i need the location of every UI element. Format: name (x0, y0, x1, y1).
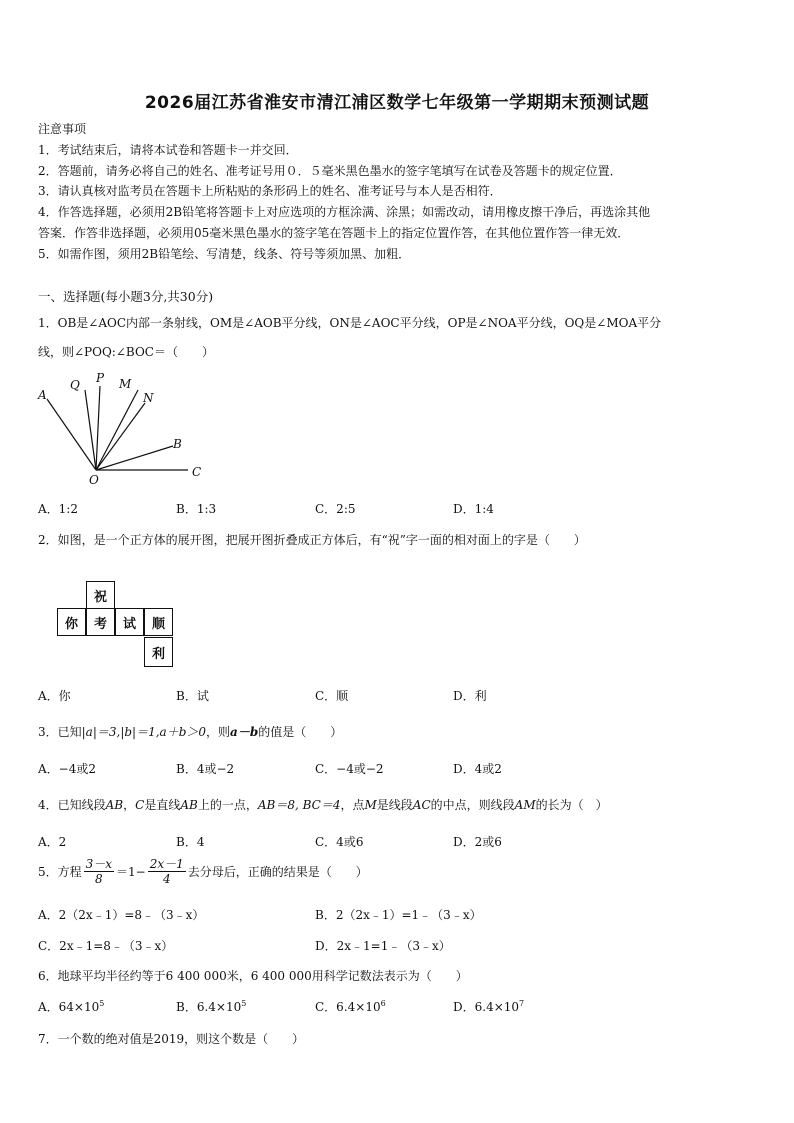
note-item: 2．答题前，请务必将自己的姓名、准考证号用０．５毫米黑色墨水的签字笔填写在试卷及答题卡的规定位置． (38, 164, 622, 178)
q1-option-b[interactable]: B．1:3 (176, 502, 217, 516)
q5-frac2-num: 2x－1 (149, 857, 184, 871)
q4-text: 是直线 (144, 798, 181, 812)
q6-option-d[interactable] (453, 998, 524, 1015)
ray-OP (96, 386, 100, 470)
q6-option-a-base: A．64×10 (38, 1000, 100, 1014)
ray-ON (96, 403, 145, 470)
q5-frac2-den: 4 (162, 872, 171, 886)
q5-option-b[interactable]: B．2（2x﹣1）=1﹣（3﹣x） (315, 908, 482, 922)
note-item: 1．考试结束后，请将本试卷和答题卡一并交回． (38, 143, 298, 157)
q6-option-a[interactable] (38, 998, 104, 1015)
label-B: B (173, 437, 182, 451)
label-N: N (143, 391, 154, 405)
q6-option-b-exp: 5 (241, 999, 247, 1008)
q6-option-b[interactable] (176, 998, 246, 1015)
q3-suffix: 的值是（ ） (258, 725, 343, 739)
q5-fraction-1 (84, 857, 114, 886)
q6-option-a-exp: 5 (99, 999, 105, 1008)
q4-text: 上的一点， (197, 798, 258, 812)
q3-option-c[interactable]: C．−4或−2 (315, 762, 384, 776)
q6-option-c-base: C．6.4×10 (315, 1000, 381, 1014)
q3-condition: |a|＝3,|b|＝1,a＋b＞0 (81, 725, 207, 739)
question-3 (38, 723, 342, 740)
q3-option-d[interactable]: D．4或2 (453, 762, 502, 776)
q6-option-c-exp: 6 (380, 999, 386, 1008)
note-item: 3．请认真核对监考员在答题卡上所粘贴的条形码上的姓名、准考证号与本人是否相符． (38, 184, 502, 198)
net-face: 试 (115, 608, 144, 636)
q4-option-b[interactable]: B．4 (176, 835, 205, 849)
net-face: 你 (57, 608, 86, 636)
q1-option-a[interactable]: A．1:2 (38, 502, 78, 516)
q4-var: C (135, 798, 145, 812)
question-7: 7．一个数的绝对值是2019，则这个数是（ ） (38, 1032, 305, 1046)
q4-var: AB＝8, BC＝4 (257, 798, 341, 812)
label-M: M (119, 377, 132, 391)
q3-option-a[interactable]: A．−4或2 (38, 762, 96, 776)
q4-text: ， (123, 798, 136, 812)
q6-option-b-base: B．6.4×10 (176, 1000, 242, 1014)
ray-OA (47, 399, 96, 470)
q2-option-c[interactable]: C．顺 (315, 689, 349, 703)
q2-option-a[interactable]: A．你 (38, 689, 71, 703)
q4-var: AB (180, 798, 198, 812)
q4-text: 的中点，则线段 (430, 798, 515, 812)
q2-option-d[interactable]: D．利 (453, 689, 487, 703)
net-face: 顺 (144, 608, 173, 636)
q4-text: 4．已知线段 (38, 798, 106, 812)
net-face: 祝 (86, 581, 115, 609)
q3-target: a－b (230, 725, 259, 739)
note-item: 5．如需作图，须用2B铅笔绘、写清楚，线条、符号等须加黑、加粗． (38, 247, 411, 261)
ray-OM (96, 390, 138, 470)
q4-var: M (364, 798, 377, 812)
exam-title: 2026届江苏省淮安市清江浦区数学七年级第一学期期末预测试题 (144, 93, 650, 113)
q3-prefix: 3．已知 (38, 725, 82, 739)
q4-var: AM (514, 798, 536, 812)
question-4 (38, 796, 608, 813)
q5-frac1-den: 8 (95, 872, 103, 886)
label-A: A (38, 388, 47, 402)
net-face: 考 (86, 608, 115, 636)
question-2: 2．如图，是一个正方体的展开图，把展开图折叠成正方体后，有“祝”字一面的相对面上的字是（ ） (38, 533, 586, 547)
question-6: 6．地球平均半径约等于6 400 000米，6 400 000用科学记数法表示为（ ） (38, 969, 468, 983)
q5-frac1-num: 3－x (85, 857, 113, 871)
q6-option-c[interactable] (315, 998, 386, 1015)
q4-text: ，点 (340, 798, 365, 812)
q3-mid: ，则 (206, 725, 231, 739)
section-heading: 一、选择题(每小题3分,共30分) (38, 289, 214, 304)
q5-mid: ＝1− (116, 865, 146, 879)
q5-fraction-2 (148, 857, 186, 886)
q4-var: AB (105, 798, 124, 812)
note-item: 4．作答选择题，必须用2B铅笔将答题卡上对应选项的方框涂满、涂黑；如需改动，请用橡皮擦干净后，再选涂其他 (38, 205, 651, 219)
q4-text: 的长为（ ） (535, 798, 608, 812)
q4-option-c[interactable]: C．4或6 (315, 835, 364, 849)
question-1-line-2: 线，则∠POQ:∠BOC＝（ ） (38, 345, 214, 359)
net-face: 利 (144, 637, 173, 667)
q4-option-a[interactable]: A．2 (38, 835, 67, 849)
q5-option-d[interactable]: D．2x﹣1=1﹣（3﹣x） (315, 939, 451, 953)
q1-option-c[interactable]: C．2:5 (315, 502, 356, 516)
ray-OB (96, 446, 173, 470)
angle-figure (30, 368, 220, 490)
label-Q: Q (70, 378, 80, 392)
label-O: O (89, 473, 99, 487)
ray-OQ (85, 390, 96, 470)
question-1-line-1: 1．OB是∠AOC内部一条射线，OM是∠AOB平分线，ON是∠AOC平分线，OP是∠NOA平分线，OQ是∠MOA平分 (38, 316, 662, 330)
label-C: C (192, 465, 202, 479)
q5-option-a[interactable]: A．2（2x﹣1）=8﹣（3﹣x） (38, 908, 205, 922)
q1-option-d[interactable]: D．1:4 (453, 502, 494, 516)
label-P: P (96, 371, 105, 385)
q6-option-d-base: D．6.4×10 (453, 1000, 520, 1014)
q5-prefix: 5．方程 (38, 865, 82, 879)
q2-option-b[interactable]: B．试 (176, 689, 209, 703)
q6-option-d-exp: 7 (519, 999, 525, 1008)
q4-option-d[interactable]: D．2或6 (453, 835, 502, 849)
q3-option-b[interactable]: B．4或−2 (176, 762, 235, 776)
q4-var: AC (412, 798, 431, 812)
q4-text: 是线段 (376, 798, 413, 812)
notes-heading: 注意事项 (38, 122, 87, 136)
question-5 (38, 857, 368, 886)
note-item: 答案．作答非选择题，必须用05毫米黑色墨水的签字笔在答题卡上的指定位置作答，在其他位置作答一律无效． (38, 226, 630, 240)
q5-option-c[interactable]: C．2x﹣1=8﹣（3﹣x） (38, 939, 174, 953)
q5-suffix: 去分母后，正确的结果是（ ） (187, 865, 368, 879)
